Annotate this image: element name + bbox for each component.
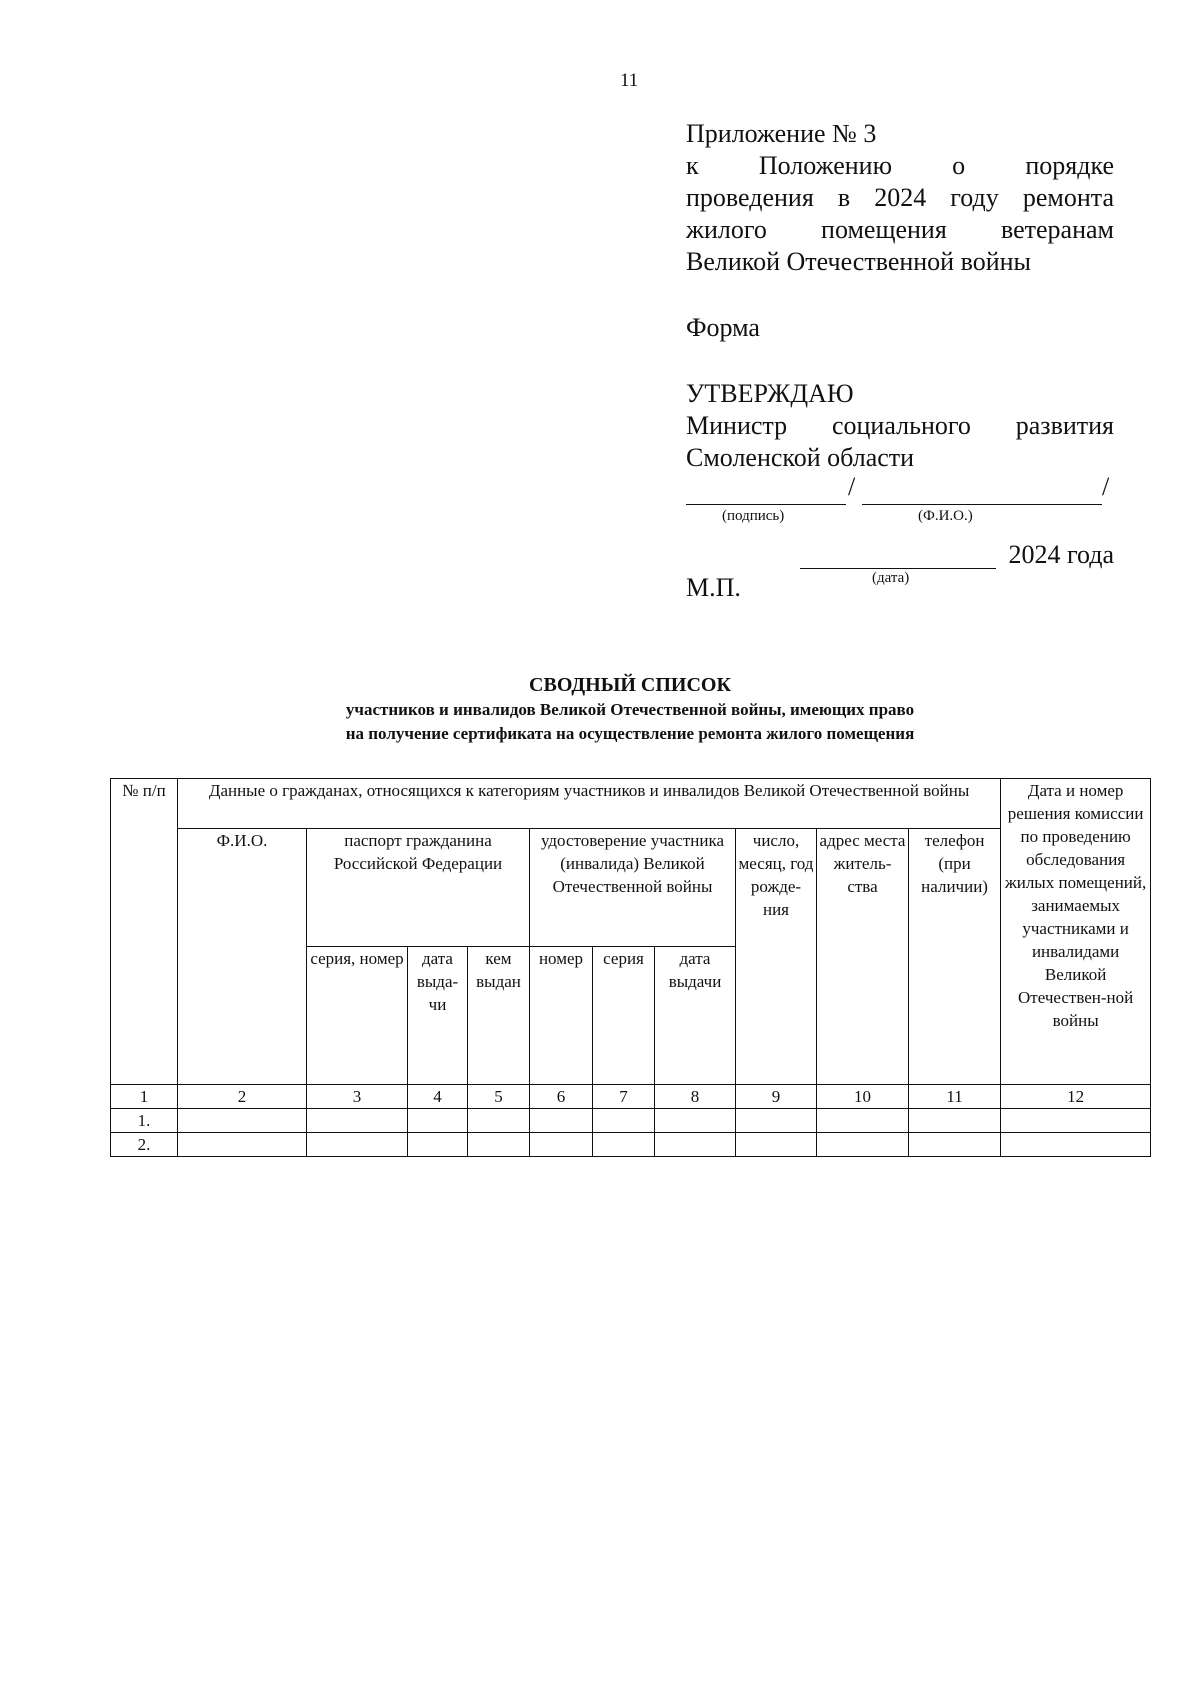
- table-cell[interactable]: [178, 1109, 307, 1133]
- summary-table: [110, 778, 1151, 1157]
- column-number: 11: [909, 1085, 1001, 1109]
- table-row: [111, 1133, 1151, 1157]
- column-number: 10: [817, 1085, 909, 1109]
- column-number: 6: [530, 1085, 593, 1109]
- column-number: 3: [307, 1085, 408, 1109]
- header-birth-date: число, месяц, год рожде-ния: [736, 829, 817, 1085]
- date-row: [686, 540, 1114, 600]
- annex-line: жилого помещения ветеранам: [686, 215, 1114, 244]
- table-cell[interactable]: [178, 1133, 307, 1157]
- annex-block: [686, 118, 1114, 278]
- header-fio: Ф.И.О.: [178, 829, 307, 1085]
- header-cert-date: дата выдачи: [655, 947, 736, 1085]
- table-cell[interactable]: [655, 1133, 736, 1157]
- table-cell[interactable]: [655, 1109, 736, 1133]
- year-text: 2024 года: [1008, 540, 1114, 569]
- title-main: СВОДНЫЙ СПИСОК: [529, 674, 731, 696]
- table-cell[interactable]: [593, 1133, 655, 1157]
- row-number: 1.: [111, 1109, 178, 1133]
- column-number: 1: [111, 1085, 178, 1109]
- name-caption: (Ф.И.О.): [918, 508, 973, 524]
- column-numbers-row: [111, 1085, 1151, 1109]
- signature-caption: (подпись): [722, 508, 785, 524]
- form-label: Форма: [686, 313, 760, 342]
- table-cell[interactable]: [1001, 1133, 1151, 1157]
- annex-line: проведения в 2024 году ремонта: [686, 183, 1114, 212]
- table-cell[interactable]: [736, 1109, 817, 1133]
- page-number: 11: [620, 70, 639, 91]
- header-series-number: серия, номер: [307, 947, 408, 1085]
- annex-line: Приложение № 3: [686, 119, 877, 148]
- annex-line: Великой Отечественной войны: [686, 247, 1031, 276]
- approval-block: [686, 378, 1114, 474]
- column-number: 4: [408, 1085, 468, 1109]
- date-caption: (дата): [872, 570, 910, 586]
- header-number: № п/п: [111, 779, 178, 1085]
- table-cell[interactable]: [530, 1133, 593, 1157]
- table-cell[interactable]: [530, 1109, 593, 1133]
- signature-line: [686, 504, 846, 505]
- signature-row: [686, 472, 1114, 524]
- table-cell[interactable]: [468, 1133, 530, 1157]
- column-number: 7: [593, 1085, 655, 1109]
- row-number: 2.: [111, 1133, 178, 1157]
- title-subtitle: участников и инвалидов Великой Отечественной войны, имеющих право: [345, 700, 915, 719]
- table-cell[interactable]: [593, 1109, 655, 1133]
- column-number: 5: [468, 1085, 530, 1109]
- table-cell[interactable]: [468, 1109, 530, 1133]
- column-number: 9: [736, 1085, 817, 1109]
- header-citizen-data: Данные о гражданах, относящихся к категориям участников и инвалидов Великой Отечественной войны: [178, 779, 1001, 829]
- table-cell[interactable]: [1001, 1109, 1151, 1133]
- header-issued-by: кем выдан: [468, 947, 530, 1085]
- slash: /: [848, 472, 856, 501]
- header-decision: Дата и номер решения комиссии по проведению обследования жилых помещений, занимаемых участниками и инвалидами Великой Отечествен-ной войны: [1001, 779, 1151, 1085]
- title-subtitle: на получение сертификата на осуществление ремонта жилого помещения: [345, 724, 915, 743]
- table-cell[interactable]: [307, 1109, 408, 1133]
- header-cert-number: номер: [530, 947, 593, 1085]
- header-address: адрес места житель-ства: [817, 829, 909, 1085]
- header-issue-date: дата выда-чи: [408, 947, 468, 1085]
- slash: /: [1102, 472, 1110, 501]
- column-number: 12: [1001, 1085, 1151, 1109]
- header-cert-series: серия: [593, 947, 655, 1085]
- table-cell[interactable]: [307, 1133, 408, 1157]
- document-title: [110, 672, 1150, 746]
- header-phone: телефон (при наличии): [909, 829, 1001, 1085]
- table-cell[interactable]: [909, 1133, 1001, 1157]
- annex-line: к Положению о порядке: [686, 151, 1114, 180]
- approval-title: УТВЕРЖДАЮ: [686, 379, 854, 408]
- header-passport: паспорт гражданина Российской Федерации: [307, 829, 530, 947]
- table-cell[interactable]: [408, 1133, 468, 1157]
- table-cell[interactable]: [817, 1133, 909, 1157]
- column-number: 8: [655, 1085, 736, 1109]
- table-cell[interactable]: [408, 1109, 468, 1133]
- name-line: [862, 504, 1102, 505]
- approval-region: Смоленской области: [686, 443, 915, 472]
- table-row: [111, 1109, 1151, 1133]
- date-line: [800, 568, 996, 569]
- approval-position: Министр социального развития: [686, 411, 1114, 440]
- table-cell[interactable]: [817, 1109, 909, 1133]
- header-certificate: удостоверение участника (инвалида) Великой Отечественной войны: [530, 829, 736, 947]
- column-number: 2: [178, 1085, 307, 1109]
- stamp-place: М.П.: [686, 573, 741, 602]
- table-cell[interactable]: [909, 1109, 1001, 1133]
- table-cell[interactable]: [736, 1133, 817, 1157]
